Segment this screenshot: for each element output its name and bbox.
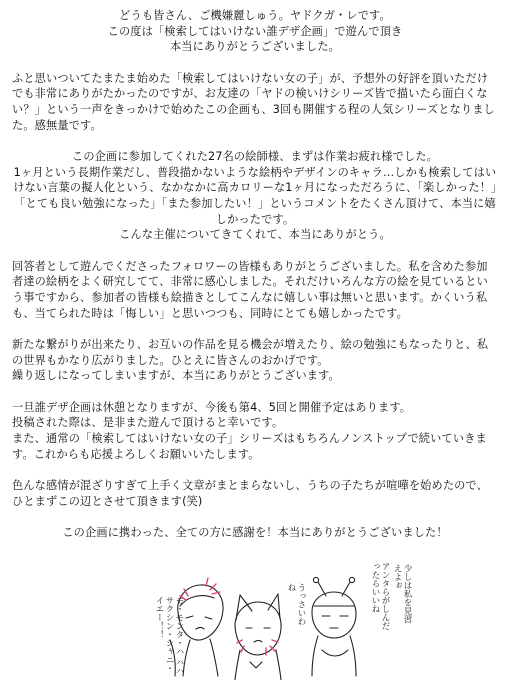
middle-character-sketch [235, 594, 281, 680]
speech-right-2: 少しは私を見習えよぉ [392, 564, 412, 624]
artists-thanks-paragraph: この企画に参加してくれた27名の絵師様、まずは作業お疲れ様でした。 1ヶ月という長期作業だし、普段描かないような絵柄やデザインのキャラ…しかも検索してはいけない言葉の擬人化という、なかなかに高カロリーな1ヶ月になっただろうに、「楽しかった！」「とても良い勉強になった」「また参加したい！」というコメントをたくさん頂けて、本当に嬉しかったです。 こんな主催についてきてくれて、本当にありがとう。 [13, 150, 497, 242]
origin-paragraph: ふと思いついてたまたま始めた「検索してはいけない女の子」が、予想外の好評を頂いただけでも非常にありがたかったのですが、お友達の「ヤドの検いけシリーズ皆で描いたら面白くない？」という一声をきっかけで始めたこの企画も、3回も開催する程の人気シリーズとなりました。感無量です。 [12, 71, 495, 132]
connections-paragraph: 新たな繋がりが出来たり、お互いの作品を見る機会が増えたり、絵の勉強にもなったりと、私の世界もかなり広がりました。ひとえに皆さんのおかげです。 繰り返しになってしまいますが、本当にありがとうございます。 [12, 338, 489, 383]
right-character-sketch [312, 577, 356, 676]
speech-middle: うっさいわね [286, 583, 306, 626]
greeting-paragraph: どうも皆さん、ご機嫌麗しゅう。ヤドクガ・レです。 この度は「検索してはいけない誰デザ企画」で遊んで頂き 本当にありがとうございました。 [107, 9, 403, 54]
final-thanks-paragraph: この企画に携わった、全ての方に感謝を！本当にありがとうございました！ [62, 526, 448, 540]
speech-left: モ・モンタ・ハ ハハ サクシン・シャニ・イエー！！ [154, 596, 184, 676]
closing-paragraph: 色んな感情が混ざりすぎて上手く文章がまとまらないし、うちの子たちが喧嘩を始めたので、ひとまずこの辺とさせて頂きます(笑) [12, 479, 488, 508]
future-plans-paragraph: 一旦誰デザ企画は休憩となりますが、今後も第4、5回と開催予定はあります。 投稿された際は、是非また遊んで頂けると幸いです。 また、通常の「検索してはいけない女の子」シリーズはもちろんノンストップで続いていきます。これからも応援よろしくお願いいたします。 [12, 400, 487, 461]
followers-thanks-paragraph: 回答者として遊んでくださったフォロワーの皆様もありがとうございました。私を含めた参加者達の絵柄をよく研究してて、非常に感心しました。それだけいろんな方の絵を見ているという事ですから、参加者の皆様も絵描きとしてこんなに嬉しい事は無いと思います。かくいう私も、当てられた時は「悔しい」と思いつつも、同時にとても嬉しかったです。 [12, 259, 488, 320]
speech-right-1: アンタらがしんだったらいいね [370, 562, 390, 630]
